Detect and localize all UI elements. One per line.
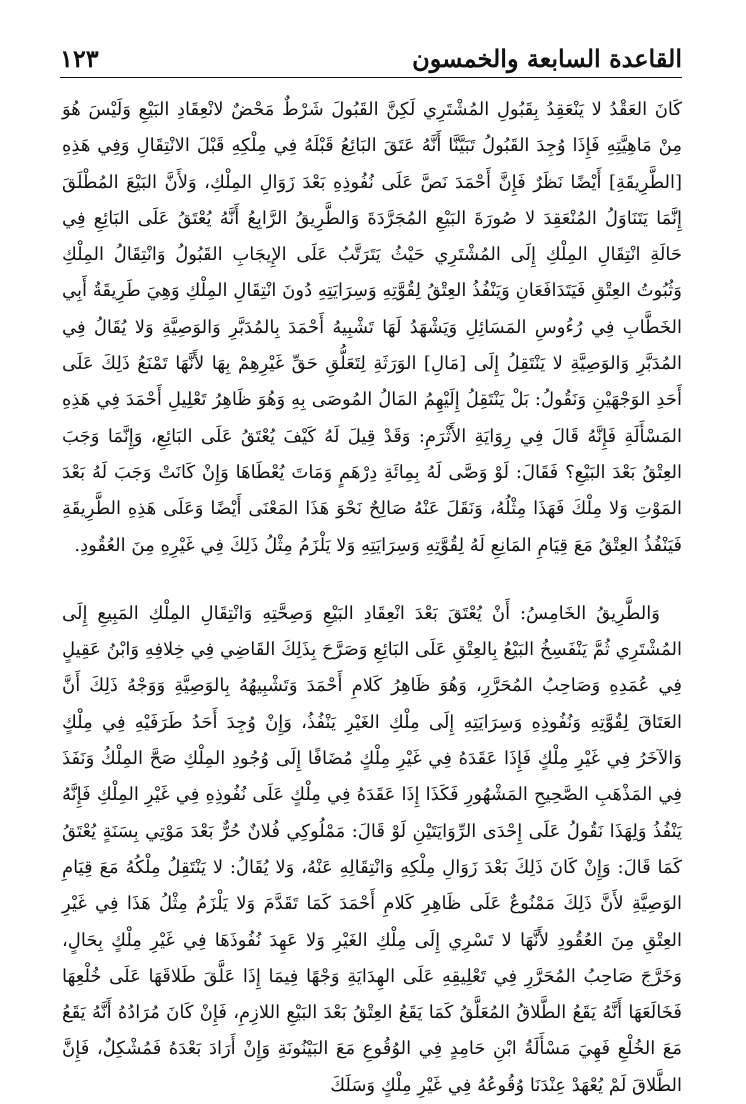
page-body <box>62 92 682 1104</box>
page-number: ١٢٣ <box>60 44 99 73</box>
paragraph <box>62 596 682 1104</box>
running-title: القاعدة السابعة والخمسون <box>412 44 682 73</box>
paragraph <box>62 92 682 564</box>
page-header <box>60 38 682 78</box>
paragraph-text: كَانَ العَقْدُ لا يَنْعَقِدُ بِقَبُولِ المُشْتَرِي لَكِنَّ القَبُولَ شَرْطٌ مَحْضٌ لانْعِقَادِ البَيْعِ وَلَيْسَ هُوَ مِنْ مَاهِيَّتِهِ فَإِذَا وُجِدَ القَبُولُ تَبَيَّنَّا أَنَّهُ عَتَقَ البَائِعُ قَبْلَهُ فِي مِلْكِهِ قَبْلَ الانْتِقَالِ وَفِي هَذِهِ [الطَّرِيقَةِ] أَيْضًا نَظَرٌ فَإِنَّ أَحْمَدَ نَصَّ عَلَى نُفُوذِهِ بَعْدَ زَوَالِ المِلْكِ، وَلأَنَّ البَيْعَ المُطْلَقَ إِنَّمَا يَتَنَاوَلُ المُنْعَقِدَ لا صُورَةَ البَيْعِ المُجَرَّدَةَ وَالطَّرِيقُ الرَّابِعُ أَنَّهُ يُعْتَقُ عَلَى البَائِعِ فِي حَالَةِ انْتِقَالِ المِلْكِ إِلَى المُشْتَرِي حَيْثُ يَتَرَتَّبُ عَلَى الإِيجَابِ القَبُولُ وَانْتِقَالُ المِلْكِ وَثُبُوتُ العِتْقِ فَيَتَدَافَعَانِ وَيَنْفُذُ العِتْقُ لِقُوَّتِهِ وَسِرَايَتِهِ دُونَ انْتِقَالِ المِلْكِ وَهِيَ طَرِيقَةُ أَبِي الخَطَّابِ فِي رُءُوسِ المَسَائِلِ وَيَشْهَدُ لَهَا تَشْبِيهُ أَحْمَدَ بِالمُدَبَّرِ وَالوَصِيَّةِ وَلا يُقَالُ فِي المُدَبَّرِ وَالوَصِيَّةِ لا يَنْتَقِلُ إِلَى [مَالِ] الوَرَثَةِ لِتَعَلُّقِ حَقِّ غَيْرِهِمْ بِهَا لأَنَّهَا تَمْنَعُ ذَلِكَ عَلَى أَحَدِ الوَجْهَيْنِ وَنَقُولُ: بَلْ يَنْتَقِلُ إِلَيْهِمُ المَالُ المُوصَى بِهِ وَهُوَ ظَاهِرُ تَعْلِيلِ أَحْمَدَ فِي هَذِهِ المَسْأَلَةِ فَإِنَّهُ قَالَ فِي رِوَايَةِ الأَثْرَمِ: وَقَدْ قِيلَ لَهُ كَيْفَ يُعْتَقُ عَلَى البَائِعِ، وَإِنَّمَا وَجَبَ العِتْقُ بَعْدَ البَيْعِ؟ فَقَالَ: لَوْ وَصَّى لَهُ بِمِائَةِ دِرْهَمٍ وَمَاتَ يُعْطَاهَا وَإِنْ كَانَتْ وَجَبَ لَهُ بَعْدَ المَوْتِ وَلا مِلْكَ فَهَذَا مِثْلُهُ، وَنَقَلَ عَنْهُ صَالِحٌ نَحْوَ هَذَا المَعْنَى أَيْضًا وَعَلَى هَذِهِ الطَّرِيقَةِ فَيَنْفُذُ العِتْقُ مَعَ قِيَامِ المَانِعِ لَهُ لِقُوَّتِهِ وَسِرَايَتِهِ وَلا يَلْزَمُ مِثْلُ ذَلِكَ فِي غَيْرِهِ مِنَ العُقُودِ. <box>62 99 683 556</box>
paragraph-text: وَالطَّرِيقُ الخَامِسُ: أَنْ يُعْتَقَ بَعْدَ انْعِقَادِ البَيْعِ وَصِحَّتِهِ وَانْتِقَالِ المِلْكِ المَبِيعِ إِلَى المُشْتَرِي ثُمَّ يَنْفَسِخُ البَيْعُ بِالعِتْقِ عَلَى البَائِعِ وَصَرَّحَ بِذَلِكَ القَاضِي فِي خِلافِهِ وَابْنُ عَقِيلٍ فِي عُمَدِهِ وَصَاحِبُ المُحَرَّرِ، وَهُوَ ظَاهِرُ كَلامِ أَحْمَدَ وَتَشْبِيهُهُ بِالوَصِيَّةِ وَوَجْهُ ذَلِكَ أَنَّ العَتَاقَ لِقُوَّتِهِ وَنُفُوذِهِ وَسِرَايَتِهِ إِلَى مِلْكِ الغَيْرِ يَنْفُذُ، وَإِنْ وُجِدَ أَحَدُ طَرَفَيْهِ فِي مِلْكٍ وَالآخَرُ فِي غَيْرِ مِلْكٍ فَإِذَا عَقَدَهُ فِي غَيْرِ مِلْكٍ مُضَافًا إِلَى وُجُودِ المِلْكِ صَحَّ المِلْكُ وَنَفَذَ فِي المَذْهَبِ الصَّحِيحِ المَشْهُورِ فَكَذَا إِذَا عَقَدَهُ فِي مِلْكٍ عَلَى نُفُوذِهِ فِي غَيْرِ المِلْكِ فَإِنَّهُ يَنْفُذُ وَلِهَذَا نَقُولُ عَلَى إِحْدَى الرِّوَايَتَيْنِ لَوْ قَالَ: مَمْلُوكِي فُلانٌ حُرٌّ بَعْدَ مَوْتِي بِسَنَةٍ يُعْتَقُ كَمَا قَالَ: وَإِنْ كَانَ ذَلِكَ بَعْدَ زَوَالِ مِلْكِهِ وَانْتِقَالِهِ عَنْهُ، وَلا يُقَالُ: لا يَنْتَقِلُ مِلْكُهُ مَعَ قِيَامِ الوَصِيَّةِ لأَنَّ ذَلِكَ مَمْنُوعٌ عَلَى ظَاهِرِ كَلامِ أَحْمَدَ كَمَا تَقَدَّمَ وَلا يَلْزَمُ مِثْلُ هَذَا فِي غَيْرِ العِتْقِ مِنَ العُقُودِ لأَنَّهَا لا تَسْرِي إِلَى مِلْكِ الغَيْرِ وَلا عَهِدَ نُفُوذَهَا فِي غَيْرِ مِلْكٍ بِحَالٍ، وَخَرَّجَ صَاحِبُ المُحَرَّرِ فِي تَعْلِيقِهِ عَلَى الهِدَايَةِ وَجْهًا فِيمَا إِذَا عَلَّقَ طَلاقَهَا عَلَى خُلْعِهَا فَخَالَعَهَا أَنَّهُ يَقَعُ الطَّلاقُ المُعَلَّقُ كَمَا يَقَعُ العِتْقُ بَعْدَ البَيْعِ اللازِمِ، فَإِنْ كَانَ مُرَادُهُ أَنَّهُ يَقَعُ مَعَ الخُلْعِ فَهِيَ مَسْأَلَةُ ابْنِ حَامِدٍ فِي الوُقُوعِ مَعَ البَيْنُونَةِ وَإِنْ أَرَادَ بَعْدَهُ فَمُشْكِلٌ، فَإِنَّ الطَّلاقَ لَمْ يُعْهَدْ عِنْدَنَا وُقُوعُهُ فِي غَيْرِ مِلْكٍ وَسَلَكَ <box>62 602 682 1096</box>
